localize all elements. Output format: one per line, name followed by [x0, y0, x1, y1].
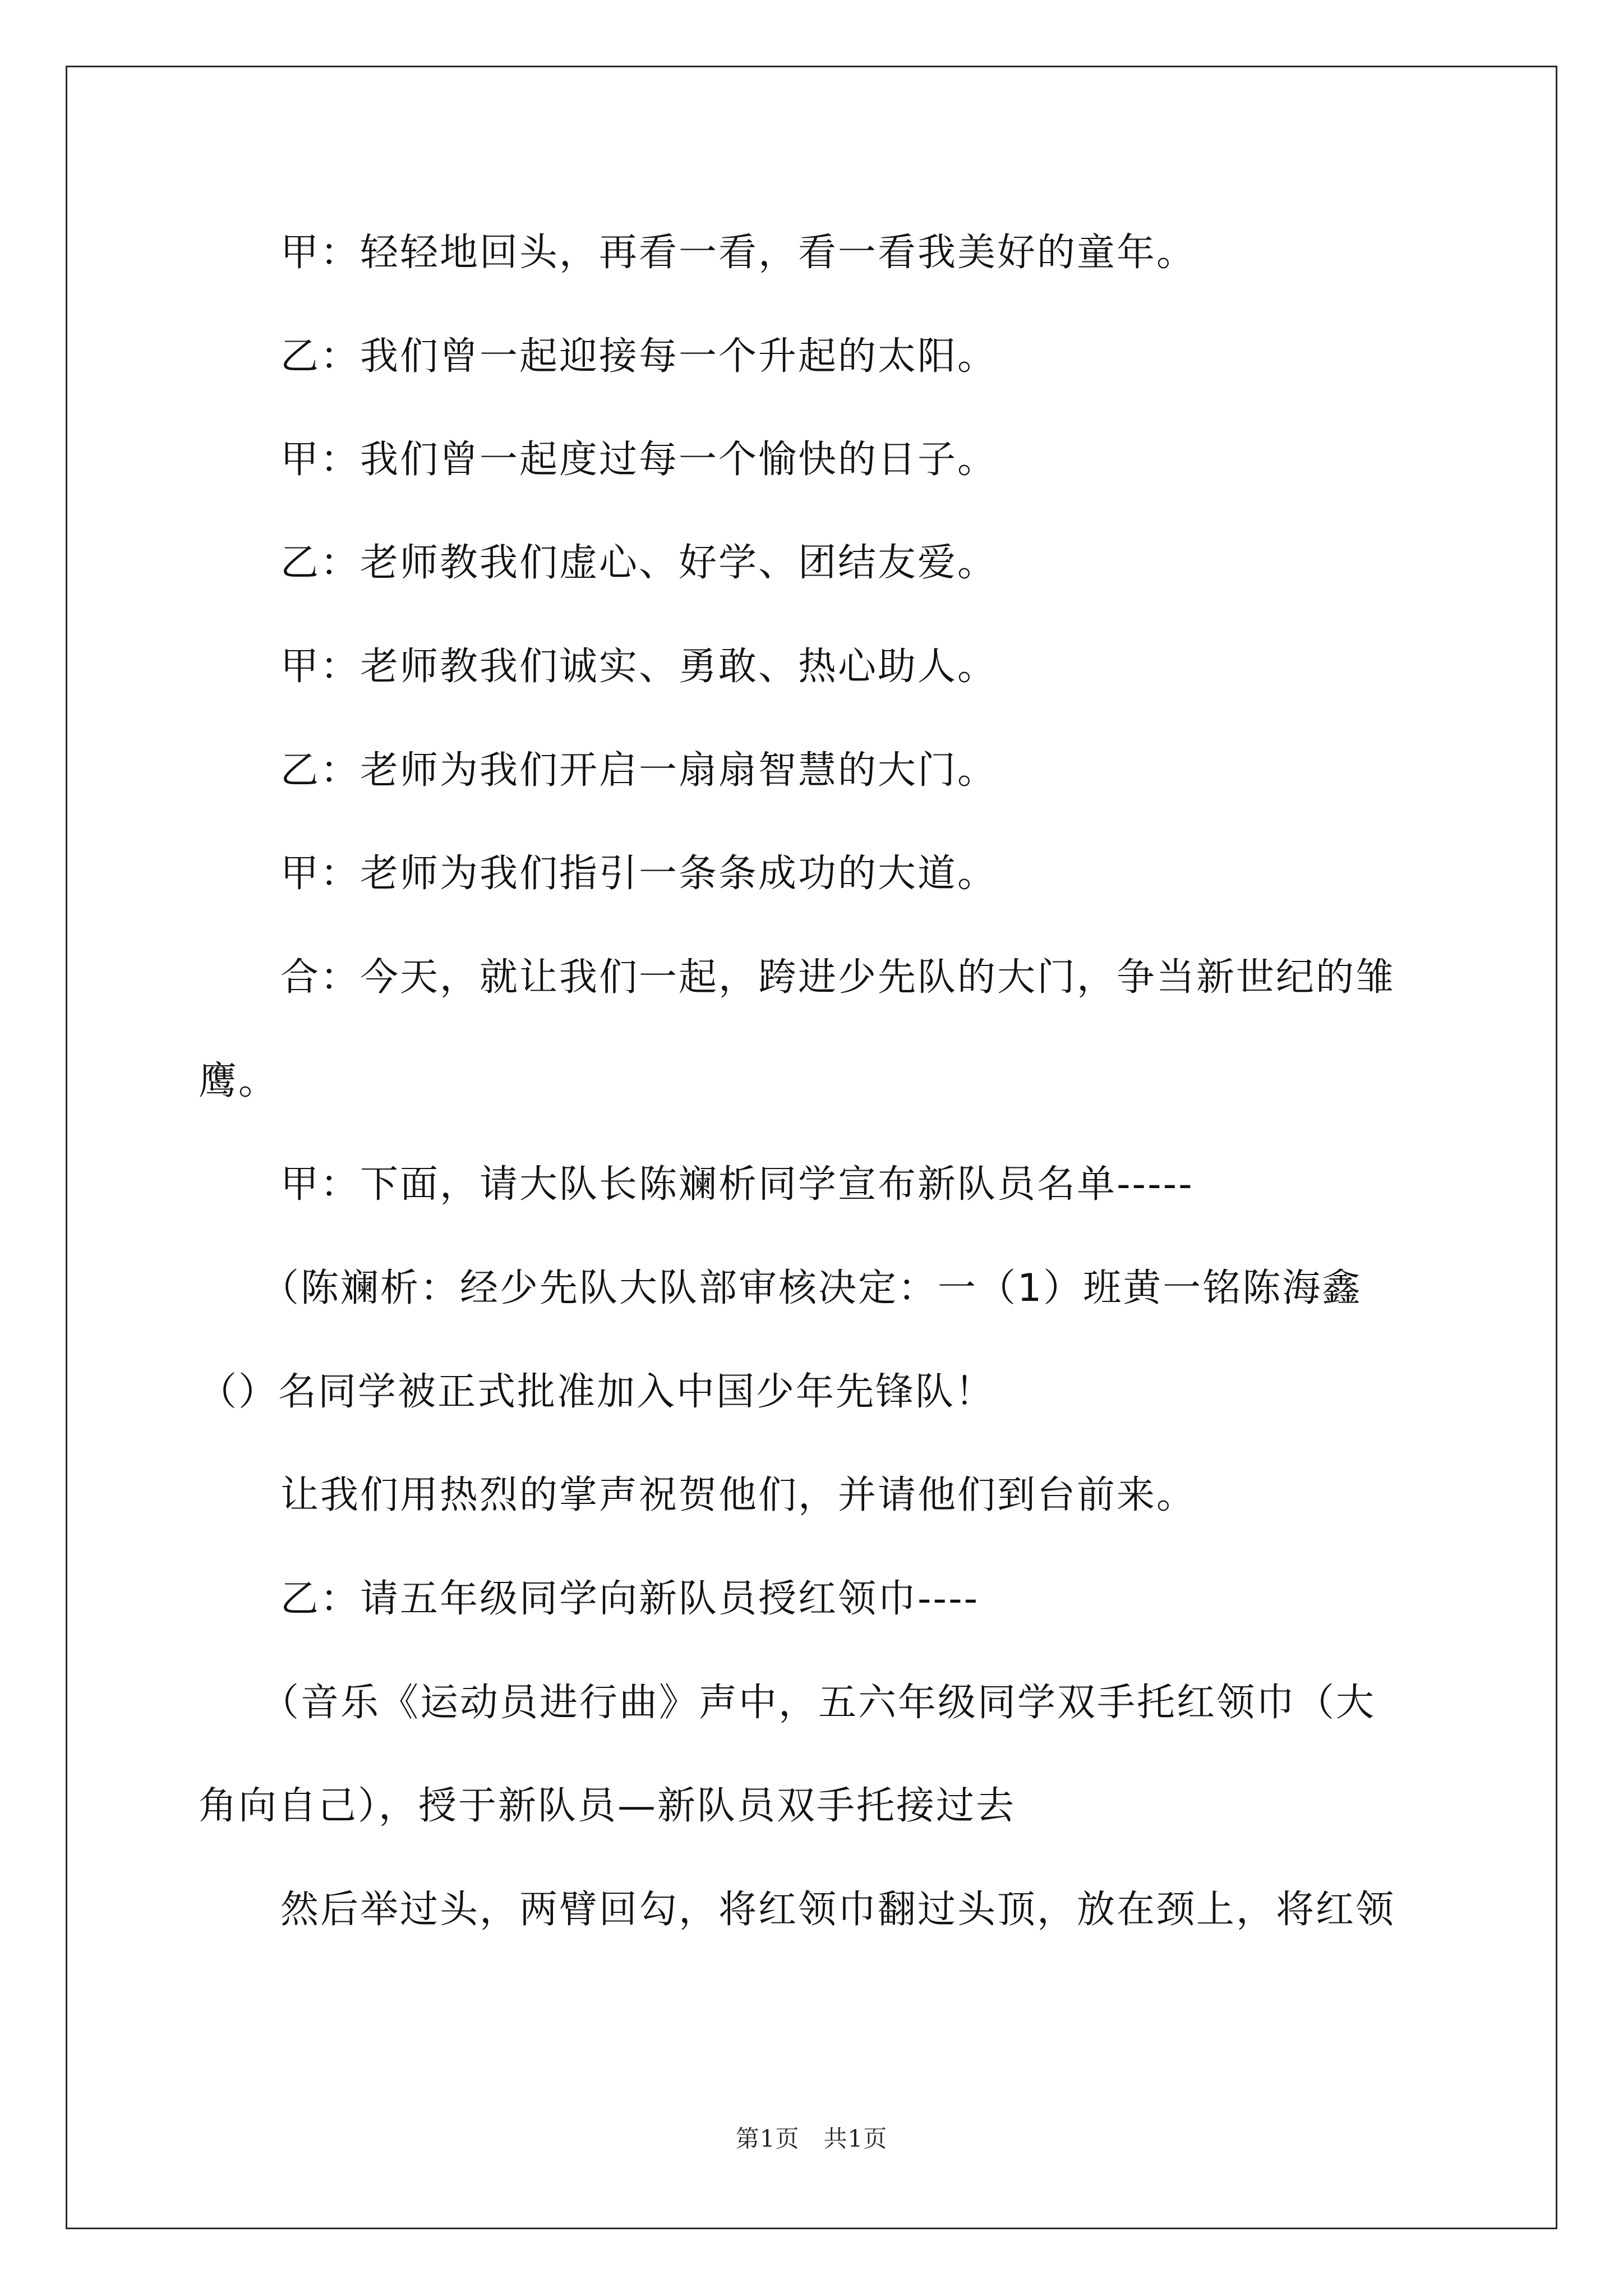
- paragraph-line-14: 乙：请五年级同学向新队员授红领巾----: [280, 1577, 980, 1621]
- paragraph-line-13: 让我们用热烈的掌声祝贺他们，并请他们到台前来。: [280, 1473, 1197, 1517]
- paragraph-line-6: 乙：老师为我们开启一扇扇智慧的大门。: [280, 748, 998, 793]
- paragraph-line-10: 甲：下面，请大队长陈斓析同学宣布新队员名单-----: [280, 1162, 1194, 1207]
- paragraph-line-16: 角向自己），授于新队员—新队员双手托接过去: [199, 1784, 1016, 1828]
- paragraph-line-9: 鹰。: [199, 1059, 279, 1103]
- paragraph-line-5: 甲：老师教我们诚实、勇敢、热心助人。: [280, 645, 998, 689]
- paragraph-line-3: 甲：我们曾一起度过每一个愉快的日子。: [280, 438, 998, 482]
- paragraph-line-1: 甲：轻轻地回头，再看一看，看一看我美好的童年。: [280, 231, 1197, 275]
- paragraph-line-11: （陈斓析：经少先队大队部审核决定：一（1）班黄一铭陈海鑫: [261, 1266, 1362, 1310]
- paragraph-line-15: （音乐《运动员进行曲》声中，五六年级同学双手托红领巾（大: [261, 1681, 1376, 1725]
- page-footer: 第1页 共1页: [735, 2125, 888, 2152]
- paragraph-line-17: 然后举过头，两臂回勾，将红领巾翻过头顶，放在颈上，将红领: [280, 1888, 1396, 1932]
- paragraph-line-8: 合：今天，就让我们一起，跨进少先队的大门，争当新世纪的雏: [280, 955, 1396, 1000]
- paragraph-line-2: 乙：我们曾一起迎接每一个升起的太阳。: [280, 334, 998, 379]
- paragraph-line-12: （）名同学被正式批准加入中国少年先锋队！: [199, 1370, 995, 1414]
- paragraph-line-4: 乙：老师教我们虚心、好学、团结友爱。: [280, 541, 998, 585]
- paragraph-line-7: 甲：老师为我们指引一条条成功的大道。: [280, 852, 998, 896]
